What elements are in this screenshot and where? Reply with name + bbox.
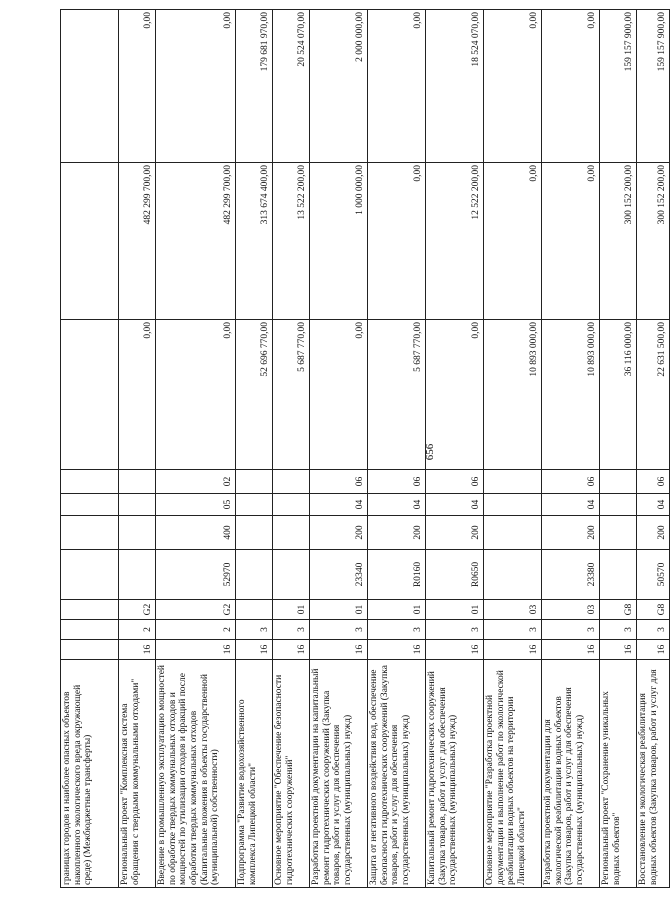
row-name: границах городов и наиболее опасных объектов накопленного экологического вреда окружающей среде) (Межбюджетные трансферты) — [61, 660, 119, 888]
code-cell: 50570 — [637, 550, 670, 600]
code-cell: R0160 — [368, 550, 426, 600]
amount-cell: 18 524 070,00 — [426, 10, 484, 163]
code-cell: 16 — [637, 640, 670, 660]
code-cell: 06 — [542, 470, 600, 494]
code-cell — [484, 494, 542, 516]
code-cell: 200 — [368, 516, 426, 550]
code-cell — [119, 550, 156, 600]
code-cell: 06 — [637, 470, 670, 494]
code-cell: 200 — [426, 516, 484, 550]
amount-cell: 0,00 — [156, 320, 236, 470]
code-cell: 23380 — [542, 550, 600, 600]
code-cell: 3 — [542, 620, 600, 640]
code-cell: 16 — [273, 640, 310, 660]
amount-cell: 10 893 000,00 — [484, 320, 542, 470]
rotated-table-container — [60, 12, 668, 888]
code-cell: G8 — [600, 600, 637, 620]
code-cell: G2 — [119, 600, 156, 620]
table-row — [310, 10, 368, 888]
table-row — [426, 10, 484, 888]
table-row — [368, 10, 426, 888]
code-cell: 01 — [310, 600, 368, 620]
code-cell: G2 — [156, 600, 236, 620]
row-name: Восстановление и экологическая реабилитация водных объектов (Закупка товаров, работ и услуг для — [637, 660, 670, 888]
code-cell: 16 — [310, 640, 368, 660]
code-cell — [273, 494, 310, 516]
code-cell — [236, 600, 273, 620]
amount-cell — [61, 320, 119, 470]
code-cell — [61, 600, 119, 620]
amount-cell: 0,00 — [119, 320, 156, 470]
code-cell — [600, 516, 637, 550]
amount-cell: 159 157 900,00 — [600, 10, 637, 163]
table-row — [273, 10, 310, 888]
code-cell: 01 — [368, 600, 426, 620]
code-cell: 16 — [426, 640, 484, 660]
code-cell: 16 — [156, 640, 236, 660]
code-cell — [273, 516, 310, 550]
table-body — [61, 10, 670, 888]
code-cell: G8 — [637, 600, 670, 620]
code-cell: 23340 — [310, 550, 368, 600]
amount-cell: 12 522 200,00 — [426, 163, 484, 320]
code-cell: 03 — [542, 600, 600, 620]
code-cell — [484, 516, 542, 550]
code-cell: 01 — [426, 600, 484, 620]
code-cell — [61, 640, 119, 660]
amount-cell: 159 157 900,00 — [637, 10, 670, 163]
amount-cell: 482 299 700,00 — [156, 163, 236, 320]
code-cell: 3 — [484, 620, 542, 640]
code-cell: 16 — [368, 640, 426, 660]
code-cell — [236, 494, 273, 516]
amount-cell: 0,00 — [368, 163, 426, 320]
code-cell — [61, 550, 119, 600]
code-cell: 3 — [368, 620, 426, 640]
code-cell: 3 — [236, 620, 273, 640]
code-cell — [61, 620, 119, 640]
amount-cell: 0,00 — [484, 163, 542, 320]
code-cell — [61, 516, 119, 550]
code-cell — [273, 550, 310, 600]
code-cell: 16 — [600, 640, 637, 660]
page-number: 656 — [424, 443, 436, 461]
amount-cell: 300 152 200,00 — [600, 163, 637, 320]
amount-cell: 0,00 — [542, 10, 600, 163]
code-cell: 3 — [637, 620, 670, 640]
rotated-page — [60, 12, 668, 888]
amount-cell: 313 674 400,00 — [236, 163, 273, 320]
budget-table — [60, 9, 670, 888]
code-cell: 03 — [484, 600, 542, 620]
table-row — [484, 10, 542, 888]
table-row — [236, 10, 273, 888]
table-row — [61, 10, 119, 888]
row-name: Региональный проект "Комплексная система обращения с твердыми коммунальными отходами" — [119, 660, 156, 888]
amount-cell: 2 000 000,00 — [310, 10, 368, 163]
code-cell — [600, 470, 637, 494]
code-cell: 04 — [310, 494, 368, 516]
code-cell: 04 — [426, 494, 484, 516]
code-cell: 16 — [484, 640, 542, 660]
code-cell — [484, 550, 542, 600]
amount-cell: 20 524 070,00 — [273, 10, 310, 163]
code-cell: 3 — [600, 620, 637, 640]
code-cell: 3 — [310, 620, 368, 640]
code-cell — [484, 470, 542, 494]
code-cell: 16 — [236, 640, 273, 660]
amount-cell: 0,00 — [368, 10, 426, 163]
table-row — [119, 10, 156, 888]
code-cell: 200 — [542, 516, 600, 550]
code-cell — [600, 550, 637, 600]
code-cell: 52970 — [156, 550, 236, 600]
code-cell: R0650 — [426, 550, 484, 600]
row-name: Основное мероприятие "Обеспечение безопасности гидротехнических сооружений" — [273, 660, 310, 888]
amount-cell: 0,00 — [542, 163, 600, 320]
code-cell — [236, 550, 273, 600]
code-cell: 3 — [426, 620, 484, 640]
code-cell: 06 — [426, 470, 484, 494]
code-cell: 06 — [368, 470, 426, 494]
amount-cell: 52 696 770,00 — [236, 320, 273, 470]
row-name: Введение в промышленную эксплуатацию мощностей по обработке твердых коммунальных отходов и мощностей по утилизации отходов и фракций после обработки твердых коммунальных отходов (Капитальные вложения в объекты государственной (муниципальной) собственности) — [156, 660, 236, 888]
amount-cell: 5 687 770,00 — [273, 320, 310, 470]
code-cell: 400 — [156, 516, 236, 550]
table-row — [542, 10, 600, 888]
table-row — [600, 10, 637, 888]
code-cell — [236, 470, 273, 494]
amount-cell: 179 681 970,00 — [236, 10, 273, 163]
code-cell: 3 — [273, 620, 310, 640]
row-name: Защита от негативного воздействия вод, обеспечение безопасности гидротехнических сооружений (Закупка товаров, работ и услуг для обеспечения государственных (муниципальных) нужд) — [368, 660, 426, 888]
code-cell — [119, 470, 156, 494]
code-cell: 01 — [273, 600, 310, 620]
code-cell — [236, 516, 273, 550]
amount-cell: 482 299 700,00 — [119, 163, 156, 320]
code-cell: 04 — [368, 494, 426, 516]
row-name: Разработка проектной документации на капитальный ремонт гидротехнических сооружений (Закупка товаров, работ и услуг для обеспечения государственных (муниципальных) нужд) — [310, 660, 368, 888]
code-cell — [600, 494, 637, 516]
code-cell: 04 — [542, 494, 600, 516]
table-row — [637, 10, 670, 888]
code-cell — [61, 494, 119, 516]
amount-cell: 1 000 000,00 — [310, 163, 368, 320]
code-cell — [119, 516, 156, 550]
table-row — [156, 10, 236, 888]
row-name: Разработка проектной документации для экологической реабилитации водных объектов (Закупка товаров, работ и услуг для обеспечения государственных (муниципальных) нужд) — [542, 660, 600, 888]
code-cell: 05 — [156, 494, 236, 516]
code-cell — [61, 470, 119, 494]
code-cell: 04 — [637, 494, 670, 516]
row-name: Основное мероприятие "Разработка проектной документации и выполнение работ по экологической реабилитации водных объектов на территории Липецкой области" — [484, 660, 542, 888]
row-name: Региональный проект "Сохранение уникальных водных объектов" — [600, 660, 637, 888]
amount-cell: 13 522 200,00 — [273, 163, 310, 320]
amount-cell: 5 687 770,00 — [368, 320, 426, 470]
row-name: Капитальный ремонт гидротехнических сооружений (Закупка товаров, работ и услуг для обеспечения государственных (муниципальных) нужд) — [426, 660, 484, 888]
amount-cell: 36 116 000,00 — [600, 320, 637, 470]
amount-cell: 10 893 000,00 — [542, 320, 600, 470]
amount-cell: 22 631 500,00 — [637, 320, 670, 470]
amount-cell — [61, 10, 119, 163]
amount-cell: 0,00 — [484, 10, 542, 163]
amount-cell: 0,00 — [156, 10, 236, 163]
code-cell: 2 — [156, 620, 236, 640]
code-cell — [119, 494, 156, 516]
amount-cell: 0,00 — [426, 320, 484, 470]
code-cell: 16 — [542, 640, 600, 660]
amount-cell: 300 152 200,00 — [637, 163, 670, 320]
code-cell: 2 — [119, 620, 156, 640]
amount-cell: 0,00 — [119, 10, 156, 163]
code-cell: 200 — [637, 516, 670, 550]
amount-cell — [61, 163, 119, 320]
code-cell: 06 — [310, 470, 368, 494]
code-cell — [273, 470, 310, 494]
code-cell: 200 — [310, 516, 368, 550]
code-cell: 02 — [156, 470, 236, 494]
code-cell: 16 — [119, 640, 156, 660]
row-name: Подпрограмма "Развитие водохозяйственного комплекса Липецкой области" — [236, 660, 273, 888]
amount-cell: 0,00 — [310, 320, 368, 470]
